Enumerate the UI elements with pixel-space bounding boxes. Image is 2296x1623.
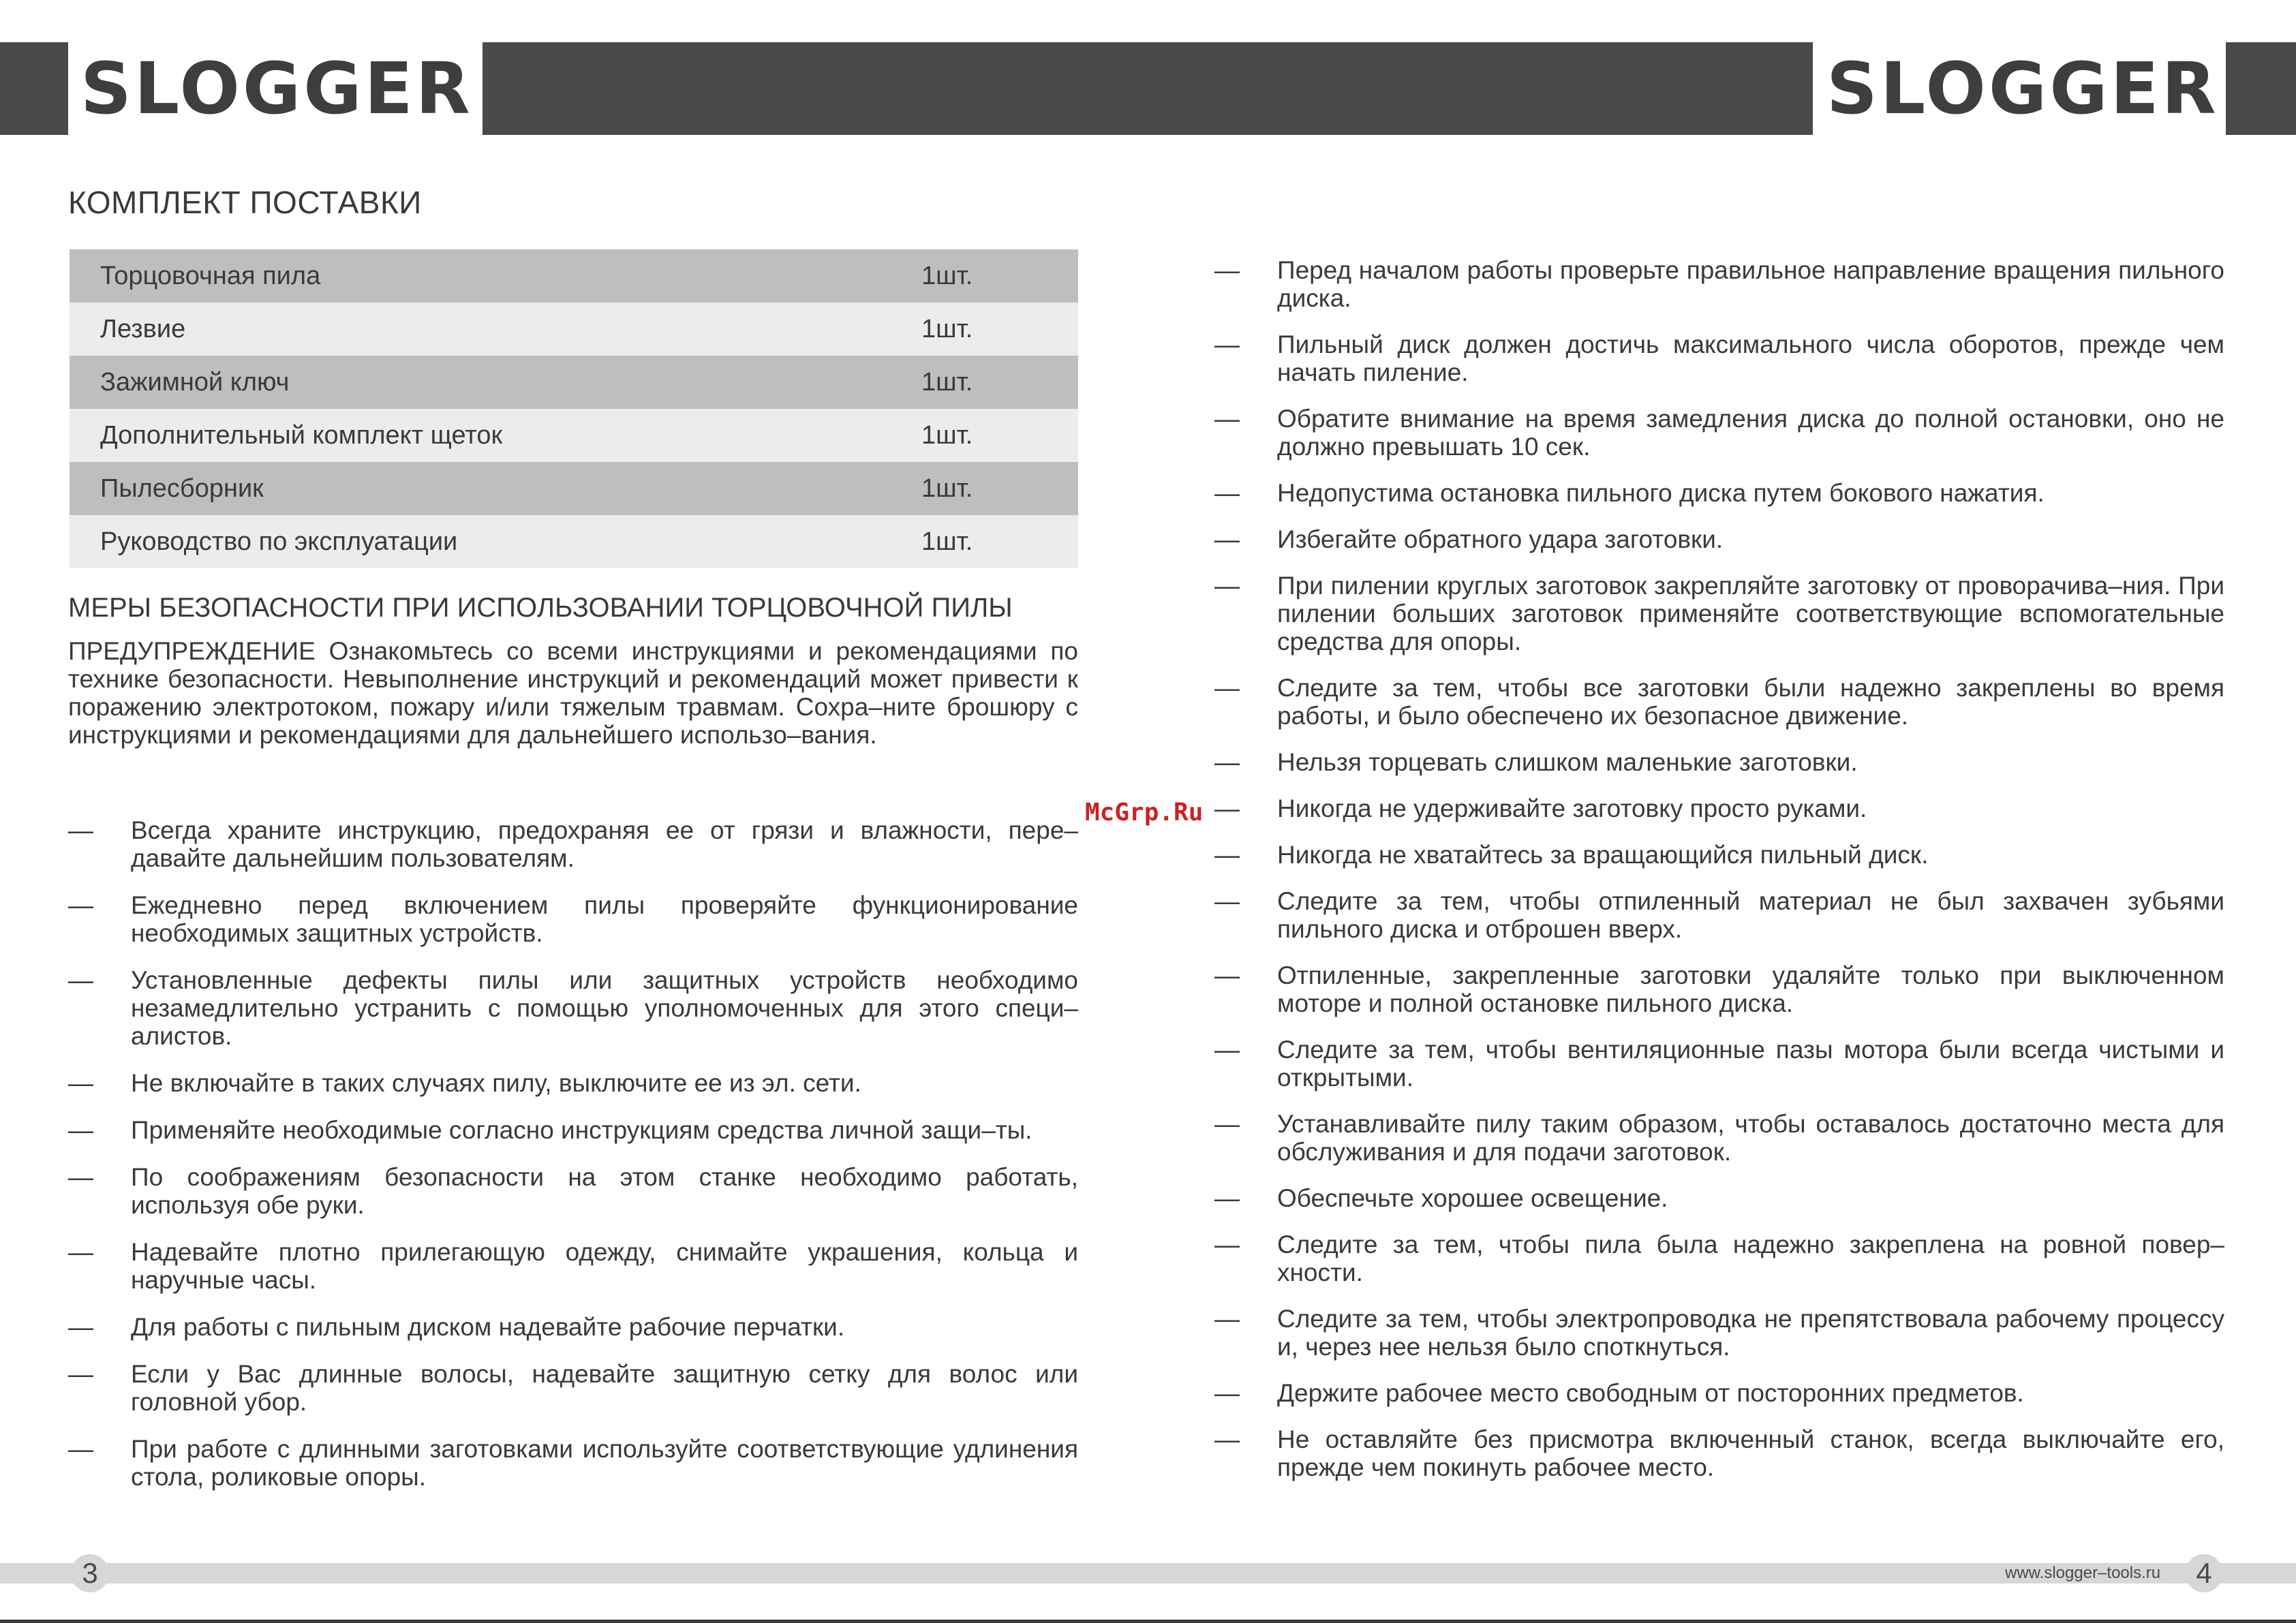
dash-marker: — <box>1214 1184 1240 1212</box>
kit-title: КОМПЛЕКТ ПОСТАВКИ <box>68 185 422 220</box>
dash-marker: — <box>1214 1110 1240 1138</box>
kit-item-name: Зажимной ключ <box>100 367 290 397</box>
safety-list-item <box>68 891 1078 947</box>
safety-list-right <box>1214 256 2224 1500</box>
safety-list-item <box>1214 572 2224 655</box>
safety-item-text: Устанавливайте пилу таким образом, чтобы оставалось достаточно места для обслуживания и для подачи заготовок. <box>1277 1110 2224 1166</box>
dash-marker: — <box>68 816 93 844</box>
safety-item-text: Никогда не удерживайте заготовку просто руками. <box>1277 794 1867 822</box>
safety-list-item <box>1214 1305 2224 1361</box>
safety-list-item <box>1214 525 2224 553</box>
safety-item-text: По соображениям безопасности на этом станке необходимо работать, используя обе руки. <box>131 1163 1078 1219</box>
dash-marker: — <box>68 1163 93 1191</box>
kit-item-qty: 1шт. <box>921 261 973 290</box>
kit-item-name: Руководство по эксплуатации <box>100 527 458 556</box>
safety-list-item <box>1214 256 2224 312</box>
safety-item-text: Обеспечьте хорошее освещение. <box>1277 1184 1668 1212</box>
dash-marker: — <box>1214 1036 1240 1064</box>
dash-marker: — <box>68 1238 93 1266</box>
safety-list-item <box>1214 1379 2224 1407</box>
dash-marker: — <box>1214 1425 1240 1453</box>
safety-title: МЕРЫ БЕЗОПАСНОСТИ ПРИ ИСПОЛЬЗОВАНИИ ТОРЦОВОЧНОЙ ПИЛЫ <box>68 593 1013 623</box>
page-number-right: 4 <box>2185 1554 2223 1592</box>
safety-list-item <box>1214 1110 2224 1166</box>
dash-marker: — <box>68 1116 93 1144</box>
safety-item-text: Всегда храните инструкцию, предохраняя ее от грязи и влажности, пере–давайте дальнейшим пользователям. <box>131 816 1078 872</box>
safety-list-item <box>1214 748 2224 776</box>
safety-item-text: Отпиленные, закрепленные заготовки удаляйте только при выключенном моторе и полной остановке пильного диска. <box>1277 961 2224 1017</box>
safety-list-item <box>1214 1425 2224 1481</box>
header-middle-bar <box>483 42 1813 135</box>
safety-item-text: Если у Вас длинные волосы, надевайте защитную сетку для волос или головной убор. <box>131 1360 1078 1416</box>
safety-item-text: Держите рабочее место свободным от посторонних предметов. <box>1277 1379 2024 1407</box>
kit-item-name: Дополнительный комплект щеток <box>100 420 503 450</box>
kit-row <box>70 249 1078 303</box>
watermark: McGrp.Ru <box>1085 799 1204 826</box>
safety-item-text: Следите за тем, чтобы отпиленный материал не был захвачен зубьями пильного диска и отброшен вверх. <box>1277 887 2224 943</box>
dash-marker: — <box>1214 961 1240 989</box>
safety-list-item <box>68 1116 1078 1144</box>
safety-list-item <box>1214 1231 2224 1286</box>
kit-item-qty: 1шт. <box>921 367 973 397</box>
warning-paragraph: ПРЕДУПРЕЖДЕНИЕ Ознакомьтесь со всеми инструкциями и рекомендациями по технике безопасности. Невыполнение инструкций и рекомендаций может привести к поражению электротоком, пожару и/или тяжелым травмам. Сохра–ните брошюру с инструкциями и рекомендациями для дальнейшего использо–вания. <box>68 637 1078 749</box>
dash-marker: — <box>1214 1379 1240 1407</box>
safety-item-text: Надевайте плотно прилегающую одежду, снимайте украшения, кольца и наручные часы. <box>131 1238 1078 1294</box>
dash-marker: — <box>68 1313 93 1341</box>
dash-marker: — <box>68 1360 93 1388</box>
safety-item-text: Установленные дефекты пилы или защитных устройств необходимо незамедлительно устранить с помощью уполномоченных для этого специ–алистов. <box>131 966 1078 1050</box>
safety-list-item <box>1214 330 2224 386</box>
safety-list-item <box>68 1435 1078 1491</box>
kit-row <box>70 462 1078 515</box>
dash-marker: — <box>1214 1231 1240 1258</box>
safety-list-item <box>1214 887 2224 943</box>
safety-item-text: Недопустима остановка пильного диска путем бокового нажатия. <box>1277 479 2045 507</box>
dash-marker: — <box>1214 572 1240 600</box>
safety-list-item <box>1214 479 2224 507</box>
safety-list-item <box>68 966 1078 1050</box>
safety-list-item <box>1214 841 2224 869</box>
safety-item-text: Следите за тем, чтобы электропроводка не препятствовала рабочему процессу и, через нее нельзя было споткнуться. <box>1277 1305 2224 1361</box>
safety-list-item <box>68 1163 1078 1219</box>
kit-row <box>70 515 1078 568</box>
dash-marker: — <box>1214 748 1240 776</box>
footer-bar <box>0 1563 2296 1583</box>
safety-item-text: При пилении круглых заготовок закрепляйте заготовку от проворачива–ния. При пилении больших заготовок применяйте соответствующие вспомогательные средства для опоры. <box>1277 572 2224 655</box>
kit-item-qty: 1шт. <box>921 420 973 450</box>
safety-list-left <box>68 816 1078 1510</box>
header-left-strip <box>0 42 68 135</box>
dash-marker: — <box>1214 479 1240 507</box>
website-link[interactable]: www.slogger–tools.ru <box>2005 1564 2161 1582</box>
dash-marker: — <box>1214 1305 1240 1333</box>
safety-list-item <box>68 1313 1078 1341</box>
dash-marker: — <box>1214 794 1240 822</box>
safety-list-item <box>68 1069 1078 1097</box>
safety-item-text: Ежедневно перед включением пилы проверяйте функционирование необходимых защитных устройств. <box>131 891 1078 947</box>
safety-item-text: При работе с длинными заготовками используйте соответствующие удлинения стола, роликовые опоры. <box>131 1435 1078 1491</box>
dash-marker: — <box>68 1069 93 1097</box>
dash-marker: — <box>68 891 93 919</box>
kit-row <box>70 409 1078 462</box>
bottom-rule <box>0 1620 2296 1623</box>
safety-item-text: Избегайте обратного удара заготовки. <box>1277 525 1724 553</box>
safety-item-text: Перед началом работы проверьте правильное направление вращения пильного диска. <box>1277 256 2224 312</box>
logo-left: SLOGGER <box>80 47 473 130</box>
safety-item-text: Нельзя торцевать слишком маленькие заготовки. <box>1277 748 1858 776</box>
safety-item-text: Следите за тем, чтобы вентиляционные пазы мотора были всегда чистыми и открытыми. <box>1277 1036 2224 1092</box>
header-right-strip <box>2226 42 2296 135</box>
safety-list-item <box>68 816 1078 872</box>
safety-item-text: Следите за тем, чтобы все заготовки были надежно закреплены во время работы, и было обеспечено их безопасное движение. <box>1277 674 2224 730</box>
dash-marker: — <box>1214 256 1240 284</box>
dash-marker: — <box>1214 405 1240 433</box>
kit-row <box>70 303 1078 356</box>
safety-item-text: Следите за тем, чтобы пила была надежно закреплена на ровной повер–хности. <box>1277 1231 2224 1286</box>
safety-item-text: Не включайте в таких случаях пилу, выключите ее из эл. сети. <box>131 1069 861 1097</box>
safety-item-text: Для работы с пильным диском надевайте рабочие перчатки. <box>131 1313 845 1341</box>
kit-item-qty: 1шт. <box>921 527 973 556</box>
safety-item-text: Применяйте необходимые согласно инструкциям средства личной защи–ты. <box>131 1116 1032 1144</box>
safety-item-text: Обратите внимание на время замедления диска до полной остановки, оно не должно превышать 10 сек. <box>1277 405 2224 461</box>
logo-right: SLOGGER <box>1826 47 2219 130</box>
kit-item-qty: 1шт. <box>921 474 973 503</box>
safety-list-item <box>1214 961 2224 1017</box>
dash-marker: — <box>1214 674 1240 702</box>
dash-marker: — <box>1214 887 1240 915</box>
dash-marker: — <box>1214 525 1240 553</box>
dash-marker: — <box>68 1435 93 1463</box>
kit-row <box>70 356 1078 409</box>
dash-marker: — <box>1214 330 1240 358</box>
kit-item-qty: 1шт. <box>921 314 973 343</box>
safety-list-item <box>68 1238 1078 1294</box>
safety-item-text: Пильный диск должен достичь максимального числа оборотов, прежде чем начать пиление. <box>1277 330 2224 386</box>
page-number-left: 3 <box>71 1554 109 1592</box>
kit-item-name: Торцовочная пила <box>100 261 321 290</box>
safety-list-item <box>68 1360 1078 1416</box>
safety-list-item <box>1214 405 2224 461</box>
safety-list-item <box>1214 1184 2224 1212</box>
kit-table <box>70 249 1078 568</box>
safety-item-text: Не оставляйте без присмотра включенный станок, всегда выключайте его, прежде чем покинуть рабочее место. <box>1277 1425 2224 1481</box>
dash-marker: — <box>68 966 93 994</box>
safety-list-item <box>1214 794 2224 822</box>
dash-marker: — <box>1214 841 1240 869</box>
safety-list-item <box>1214 1036 2224 1092</box>
kit-item-name: Пылесборник <box>100 474 264 503</box>
kit-item-name: Лезвие <box>100 314 186 343</box>
safety-list-item <box>1214 674 2224 730</box>
safety-item-text: Никогда не хватайтесь за вращающийся пильный диск. <box>1277 841 1929 869</box>
